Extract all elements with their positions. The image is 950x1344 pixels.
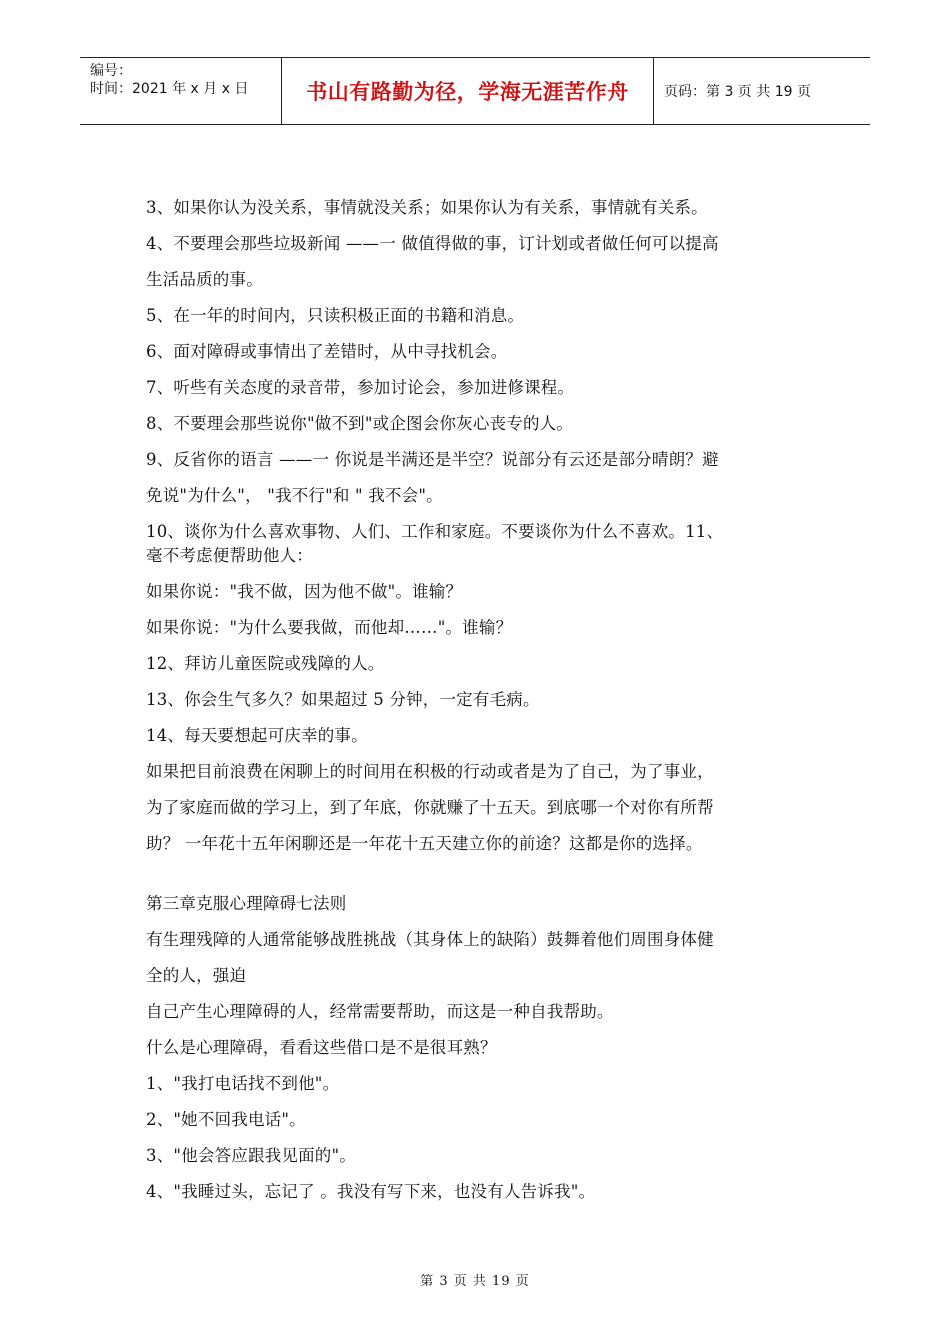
body-line: 5、在一年的时间内，只读积极正面的书籍和消息。: [146, 306, 525, 325]
list-item: 3、"他会答应跟我见面的"。: [146, 1146, 356, 1165]
body-line: 全的人，强迫: [146, 966, 247, 985]
page-footer: 第 3 页 共 19 页: [420, 1274, 530, 1289]
body-line: 7、听些有关态度的录音带，参加讨论会，参加进修课程。: [146, 378, 575, 397]
body-line: 助？ 一年花十五年闲聊还是一年花十五天建立你的前途？这都是你的选择。: [146, 834, 703, 853]
page-header: [80, 57, 870, 125]
document-number-label: 编号：: [90, 63, 132, 79]
header-motto: 书山有路勤为径，学海无涯苦作舟: [282, 58, 654, 124]
body-line: 14、每天要想起可庆幸的事。: [146, 726, 368, 745]
header-page-indicator: 页码：第 3 页 共 19 页: [664, 84, 811, 100]
header-meta: [80, 58, 282, 124]
body-line: 如果把目前浪费在闲聊上的时间用在积极的行动或者是为了自己，为了事业，: [146, 762, 714, 781]
body-line: 为了家庭而做的学习上，到了年底，你就赚了十五天。到底哪一个对你有所帮: [146, 798, 714, 817]
list-item: 1、"我打电话找不到他"。: [146, 1074, 340, 1093]
body-line: 3、如果你认为没关系，事情就没关系；如果你认为有关系，事情就有关系。: [146, 198, 708, 217]
list-item: 2、"她不回我电话"。: [146, 1110, 306, 1129]
list-item: 4、"我睡过头，忘记了 。我没有写下来，也没有人告诉我"。: [146, 1182, 596, 1201]
body-line: 自己产生心理障碍的人，经常需要帮助，而这是一种自我帮助。: [146, 1002, 614, 1021]
body-line: 有生理残障的人通常能够战胜挑战（其身体上的缺陷）鼓舞着他们周围身体健: [146, 930, 714, 949]
body-line: 如果你说："为什么要我做，而他却……"。谁输？: [146, 618, 513, 637]
body-line: 如果你说："我不做，因为他不做"。谁输？: [146, 582, 463, 601]
body-line: 13、你会生气多久？如果超过 5 分钟，一定有毛病。: [146, 690, 540, 709]
document-body: [146, 196, 808, 1216]
body-line: 12、拜访儿童医院或残障的人。: [146, 654, 385, 673]
body-line: 毫不考虑便帮助他人：: [146, 546, 313, 565]
body-line: 生活品质的事。: [146, 270, 263, 289]
body-line: 免说"为什么"， "我不行"和 " 我不会"。: [146, 486, 443, 505]
document-time-label: 时间：2021 年 x 月 x 日: [90, 81, 249, 97]
body-line: 6、面对障碍或事情出了差错时，从中寻找机会。: [146, 342, 508, 361]
body-line: 8、不要理会那些说你"做不到"或企图会你灰心丧专的人。: [146, 414, 574, 433]
chapter-heading: 第三章克服心理障碍七法则: [146, 894, 347, 913]
body-line: 9、反省你的语言 ——一 你说是半满还是半空？说部分有云还是部分晴朗？避: [146, 450, 719, 469]
body-line: 什么是心理障碍，看看这些借口是不是很耳熟？: [146, 1038, 497, 1057]
body-line: 4、不要理会那些垃圾新闻 ——一 做值得做的事，订计划或者做任何可以提高: [146, 234, 719, 253]
body-line: 10、谈你为什么喜欢事物、人们、工作和家庭。不要谈你为什么不喜欢。11、: [146, 522, 724, 541]
